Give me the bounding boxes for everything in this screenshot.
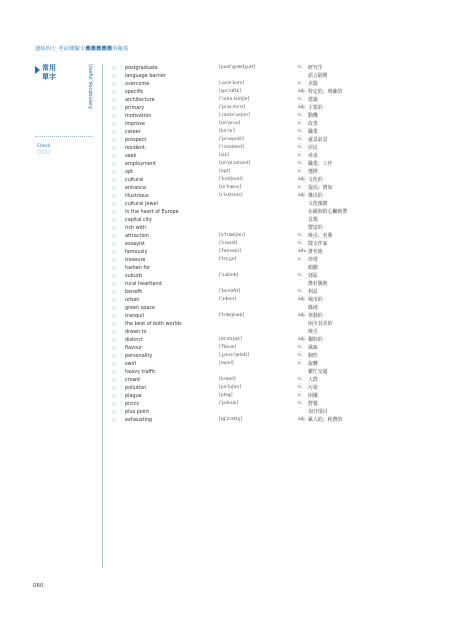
vocab-word: language barrier <box>125 73 166 79</box>
checkbox-icon: □ <box>112 313 116 318</box>
vocab-word: exhausting <box>125 417 153 423</box>
checkbox-icon: □ <box>112 321 116 326</box>
checkbox-icon: □ <box>112 89 116 94</box>
checkbox-icon: □ <box>112 345 116 350</box>
checkbox-icon: □ <box>112 385 116 390</box>
checkbox-icon: □ <box>112 105 116 110</box>
vocab-zh: 城市的 <box>308 297 323 303</box>
vocab-word: architecture <box>125 97 155 103</box>
vocab-pos: n. <box>298 273 303 278</box>
checkbox-icon: □ <box>112 401 116 406</box>
vocab-pos: n. <box>298 401 303 406</box>
checkbox-icon: □ <box>112 121 116 126</box>
vocab-word: rural heartland <box>125 281 162 287</box>
vocab-ipa: [swɝl] <box>219 361 234 366</box>
vocab-word: motivation <box>125 113 152 119</box>
page-header <box>35 45 128 52</box>
vocab-pos: n. <box>298 145 303 150</box>
vocab-ipa: ['prɑspɛkt] <box>219 137 244 142</box>
vocab-pos: n. <box>298 97 303 102</box>
vocab-pos: adj. <box>298 297 306 302</box>
checkbox-icon: □ <box>112 249 116 254</box>
vocab-zh: 農村腹地 <box>308 281 328 287</box>
header-text-pre: 連結四士 考前測驗全 <box>35 46 86 52</box>
vocab-row <box>112 216 432 224</box>
vocab-ipa: ['træŋkwɪl] <box>219 313 245 318</box>
vocab-row <box>112 376 432 384</box>
vocab-pos: v. <box>298 153 302 158</box>
vocab-pos: n. <box>298 137 303 142</box>
vocab-zh: 文化的 <box>308 177 323 183</box>
vocab-ipa: [sik] <box>219 153 229 158</box>
vocab-row <box>112 200 432 208</box>
vocab-pos: n. <box>298 129 303 134</box>
vocab-pos: n. <box>298 345 303 350</box>
vocab-word: specific <box>125 89 144 95</box>
checkbox-icon: □ <box>112 305 116 310</box>
vocab-ipa: [dɪ'stɪŋkt] <box>219 337 242 342</box>
vocab-zh: 個性 <box>308 353 318 359</box>
vocab-row <box>112 160 432 168</box>
vocab-word: capital city <box>125 217 152 223</box>
checkbox-icon: □ <box>112 145 116 150</box>
vocab-zh: 克服 <box>308 81 318 87</box>
checkbox-icon: □ <box>112 129 116 134</box>
vocab-zh: 困擾 <box>308 393 318 399</box>
vocab-ipa: [pleg] <box>219 393 233 398</box>
vocab-word: employment <box>125 161 156 167</box>
vocab-pos: n. <box>298 385 303 390</box>
vocab-word: in the heart of Europe <box>125 209 179 215</box>
vocab-row <box>112 224 432 232</box>
vocab-zh: 在歐洲的心臟地帶 <box>308 209 348 215</box>
vocab-zh: 特定的；明確的 <box>308 89 343 95</box>
vocab-pos: adj. <box>298 417 306 422</box>
vocab-pos: n. <box>298 241 303 246</box>
vocab-zh: 吸引 <box>308 329 318 335</box>
vocab-zh: 傾聽 <box>308 265 318 271</box>
checkbox-icon: □ <box>112 281 116 286</box>
checkbox-icon: □ <box>112 329 116 334</box>
vocab-word: personality <box>125 353 153 359</box>
vocab-word: heavy traffic <box>125 369 156 375</box>
vocab-ipa: [spɪ'sɪfɪk] <box>219 89 241 94</box>
checkbox-icon: □ <box>112 177 116 182</box>
vocab-word: the best of both worlds <box>125 321 182 327</box>
vocab-zh: 提高；增加 <box>308 185 333 191</box>
vocab-ipa: [pə'luʃən] <box>219 385 242 390</box>
vocab-row <box>112 288 432 296</box>
checkbox-icon: □ <box>112 73 116 78</box>
vocab-word: improve <box>125 121 146 127</box>
checkbox-icon: □ <box>112 377 116 382</box>
vocab-pos: v. <box>298 121 302 126</box>
vocab-zh: 文化瑰寶 <box>308 201 328 207</box>
vocab-row <box>112 336 432 344</box>
vocab-zh: 郊區 <box>308 273 318 279</box>
vocab-pos: v. <box>298 361 302 366</box>
vocab-row <box>112 392 432 400</box>
vocab-ipa: [post'grædʒuɪt] <box>219 65 256 70</box>
vocab-word: career <box>125 129 141 135</box>
checkbox-icon: □ <box>112 353 116 358</box>
vocab-word: harken for <box>125 265 151 271</box>
vocab-word: cultural jewel <box>125 201 158 207</box>
vocab-row <box>112 280 432 288</box>
vocab-zh: 珍惜 <box>308 257 318 263</box>
vocab-word: attraction <box>125 233 149 239</box>
dotted-divider <box>35 136 93 137</box>
vocab-pos: adj. <box>298 193 306 198</box>
vocab-ipa: ['bɛnəfɪt] <box>219 289 241 294</box>
vocab-row <box>112 208 432 216</box>
header-text-post: 用秘笈 <box>112 46 129 52</box>
checkbox-icon: □ <box>112 137 116 142</box>
vocab-word: urban <box>125 297 140 303</box>
vocab-ipa: ['feməslɪ] <box>219 249 241 254</box>
vocab-word: plus point <box>125 409 150 415</box>
vocab-row <box>112 256 432 264</box>
vocab-ipa: ['pɪknɪk] <box>219 401 239 406</box>
vocab-row <box>112 328 432 336</box>
vocab-zh: 綠地 <box>308 305 318 311</box>
vocab-zh: 著名地 <box>308 249 323 255</box>
vocab-zh: 人群 <box>308 377 318 383</box>
vocab-zh: 獨特的 <box>308 337 323 343</box>
vocab-zh: 散文作家 <box>308 241 328 247</box>
vocab-zh: 職業 <box>308 129 318 135</box>
vocab-pos: adj. <box>298 105 306 110</box>
vocab-ipa: [ɪg'zɔstɪŋ] <box>219 417 243 422</box>
vocab-zh: 傑出的 <box>308 193 323 199</box>
vocab-ipa: [ə'trækʃən] <box>219 233 245 238</box>
check-boxes: □□□ <box>37 150 51 155</box>
check-label: Check <box>37 144 51 149</box>
vocab-zh: 豐富的 <box>308 225 323 231</box>
checkbox-icon: □ <box>112 241 116 246</box>
vocab-pos: adj. <box>298 177 306 182</box>
vocab-ipa: [ˌpɝsn'ælətɪ] <box>219 353 250 358</box>
checkbox-icon: □ <box>112 273 116 278</box>
vocab-row <box>112 96 432 104</box>
vocab-row <box>112 416 432 424</box>
vocab-row <box>112 72 432 80</box>
vocab-row <box>112 320 432 328</box>
vocab-zh: 野餐 <box>308 401 318 407</box>
vocab-ipa: [ɑpt] <box>219 169 231 174</box>
vertical-divider <box>102 64 103 568</box>
vocab-word: overcome <box>125 81 150 87</box>
checkbox-icon: □ <box>112 417 116 422</box>
vocab-ipa: ['sʌbɝb] <box>219 273 239 278</box>
vocab-zh: 研究生 <box>308 65 323 71</box>
vocab-ipa: ['ɝbən] <box>219 297 237 302</box>
vocab-pos: adj. <box>298 313 306 318</box>
vocab-word: cultural <box>125 177 144 183</box>
vocab-pos: n. <box>298 161 303 166</box>
checkbox-icon: □ <box>112 337 116 342</box>
vocab-row <box>112 408 432 416</box>
vocab-zh: 旋轉 <box>308 361 318 367</box>
vocab-pos: adj. <box>298 337 306 342</box>
vocab-zh: 遠景前景 <box>308 137 328 143</box>
vocab-zh: 動機 <box>308 113 318 119</box>
vocab-pos: adj. <box>298 89 306 94</box>
vocab-zh: 污染 <box>308 385 318 391</box>
vocab-word: enhance <box>125 185 147 191</box>
vocab-word: pollution <box>125 385 147 391</box>
vocab-row <box>112 248 432 256</box>
vocab-row <box>112 144 432 152</box>
vocab-ipa: [ɪm'pruv] <box>219 121 241 126</box>
checkbox-icon: □ <box>112 233 116 238</box>
vocab-word: primary <box>125 105 145 111</box>
vocab-zh: 居民 <box>308 145 318 151</box>
vocab-row <box>112 312 432 320</box>
checkbox-icon: □ <box>112 393 116 398</box>
vocab-pos: v. <box>298 185 302 190</box>
vocab-zh: 首都 <box>308 217 318 223</box>
vocab-word: crowd <box>125 377 140 383</box>
vocab-zh: 建築 <box>308 97 318 103</box>
vocab-ipa: [kə'rɪr] <box>219 129 235 134</box>
vocab-pos: n. <box>298 289 303 294</box>
vocab-row <box>112 128 432 136</box>
vocab-list <box>112 64 432 424</box>
vocab-ipa: [ɪm'plɔɪmənt] <box>219 161 251 166</box>
vocab-row <box>112 272 432 280</box>
checkbox-icon: □ <box>112 201 116 206</box>
vocab-zh: 累人的；耗費的 <box>308 417 343 423</box>
vocab-zh: 利益 <box>308 289 318 295</box>
vocab-ipa: [ˌovɚ'kʌm] <box>219 81 245 86</box>
checkbox-icon: □ <box>112 65 116 70</box>
vocab-row <box>112 184 432 192</box>
vocab-word: green space <box>125 305 156 311</box>
vocab-pos: v. <box>298 257 302 262</box>
vocab-zh: 語言隔閡 <box>308 73 328 79</box>
check-box-group <box>37 144 51 156</box>
vocab-zh: 風味 <box>308 345 318 351</box>
vocab-row <box>112 192 432 200</box>
side-panel <box>35 64 97 155</box>
vocab-word: plague <box>125 393 142 399</box>
checkbox-icon: □ <box>112 185 116 190</box>
vocab-ipa: [ˌmotə'veʃən] <box>219 113 250 118</box>
vocab-zh: 寧靜的 <box>308 313 323 319</box>
vocab-row <box>112 352 432 360</box>
vocab-word: essayist <box>125 241 145 247</box>
vocab-row <box>112 400 432 408</box>
vocab-zh: 職業；工作 <box>308 161 333 167</box>
vocab-word: treasure <box>125 257 146 263</box>
vocab-row <box>112 232 432 240</box>
vocab-row <box>112 384 432 392</box>
vocab-row <box>112 64 432 72</box>
vocab-row <box>112 120 432 128</box>
vocab-row <box>112 304 432 312</box>
vocab-ipa: [ɪ'lʌstrɪəs] <box>219 193 243 198</box>
checkbox-icon: □ <box>112 289 116 294</box>
vocab-zh: 改善 <box>308 121 318 127</box>
checkbox-icon: □ <box>112 257 116 262</box>
vocab-zh: 繁忙交通 <box>308 369 328 375</box>
vocab-row <box>112 80 432 88</box>
vocab-row <box>112 264 432 272</box>
vocab-row <box>112 240 432 248</box>
vocab-row <box>112 136 432 144</box>
checkbox-icon: □ <box>112 161 116 166</box>
vocab-pos: n. <box>298 377 303 382</box>
vocab-word: benefit <box>125 289 143 295</box>
vocab-row <box>112 112 432 120</box>
vocab-word: resident <box>125 145 145 151</box>
checkbox-icon: □ <box>112 153 116 158</box>
vocab-pos: v. <box>298 81 302 86</box>
vocab-word: rich with <box>125 225 147 231</box>
vocab-ipa: ['flevɚ] <box>219 345 237 350</box>
vocab-row <box>112 176 432 184</box>
checkbox-icon: □ <box>112 209 116 214</box>
header-text-accent: 應應應應應 <box>85 46 113 52</box>
page-number: 060 <box>33 583 44 589</box>
checkbox-icon: □ <box>112 265 116 270</box>
checkbox-icon: □ <box>112 81 116 86</box>
vocab-word: swirl <box>125 361 137 367</box>
vocab-pos: n. <box>298 65 303 70</box>
checkbox-icon: □ <box>112 225 116 230</box>
vocab-word: drawn to <box>125 329 147 335</box>
vocab-row <box>112 296 432 304</box>
triangle-marker-icon <box>35 66 40 74</box>
vocab-ipa: [ɪn'hæns] <box>219 185 242 190</box>
vocab-word: picnic <box>125 401 140 407</box>
vocab-row <box>112 88 432 96</box>
vocab-pos: adv. <box>298 249 307 254</box>
vocab-ipa: ['praɪˌmɛrɪ] <box>219 105 245 110</box>
vocab-zh: 兩全其美的 <box>308 321 333 327</box>
vocab-ipa: [kraʊd] <box>219 377 236 382</box>
vocab-zh: 尋求 <box>308 153 318 159</box>
vocab-pos: v. <box>298 169 302 174</box>
vocab-zh: 吸引；名勝 <box>308 233 333 239</box>
checkbox-icon: □ <box>112 113 116 118</box>
vocab-row <box>112 152 432 160</box>
side-title-zh: 常用單字 <box>42 64 56 81</box>
vocab-word: illustrious <box>125 193 149 199</box>
vocab-row <box>112 104 432 112</box>
vocab-word: postgraduate <box>125 65 158 71</box>
vocab-row <box>112 368 432 376</box>
vocab-ipa: ['ɑrkəˌtɛktʃɚ] <box>219 97 250 102</box>
vocab-row <box>112 360 432 368</box>
vocab-zh: 加分項目 <box>308 409 328 415</box>
vocab-word: prospect <box>125 137 147 143</box>
side-title-en: Useful Vocabulary <box>87 64 93 109</box>
vocab-word: distinct <box>125 337 143 343</box>
vocab-pos: n. <box>298 113 303 118</box>
checkbox-icon: □ <box>112 361 116 366</box>
vocab-word: opt <box>125 169 134 175</box>
vocab-ipa: ['rɛzədənt] <box>219 145 244 150</box>
vocab-row <box>112 168 432 176</box>
vocab-word: flavour <box>125 345 143 351</box>
checkbox-icon: □ <box>112 169 116 174</box>
checkbox-icon: □ <box>112 297 116 302</box>
vocab-zh: 選擇 <box>308 169 318 175</box>
vocab-pos: v. <box>298 393 302 398</box>
vocab-word: tranquil <box>125 313 144 319</box>
vocab-ipa: ['trɛʒɚ] <box>219 257 237 262</box>
vocab-pos: n. <box>298 233 303 238</box>
vocab-word: famously <box>125 249 148 255</box>
checkbox-icon: □ <box>112 217 116 222</box>
checkbox-icon: □ <box>112 97 116 102</box>
vocab-word: suburb <box>125 273 142 279</box>
vocab-ipa: ['ɛseɪst] <box>219 241 238 246</box>
checkbox-icon: □ <box>112 409 116 414</box>
vocab-word: seek <box>125 153 137 159</box>
vocab-ipa: ['kʌltʃərəl] <box>219 177 243 182</box>
checkbox-icon: □ <box>112 193 116 198</box>
vocab-pos: n. <box>298 353 303 358</box>
checkbox-icon: □ <box>112 369 116 374</box>
vocab-zh: 主要的 <box>308 105 323 111</box>
vocab-row <box>112 344 432 352</box>
